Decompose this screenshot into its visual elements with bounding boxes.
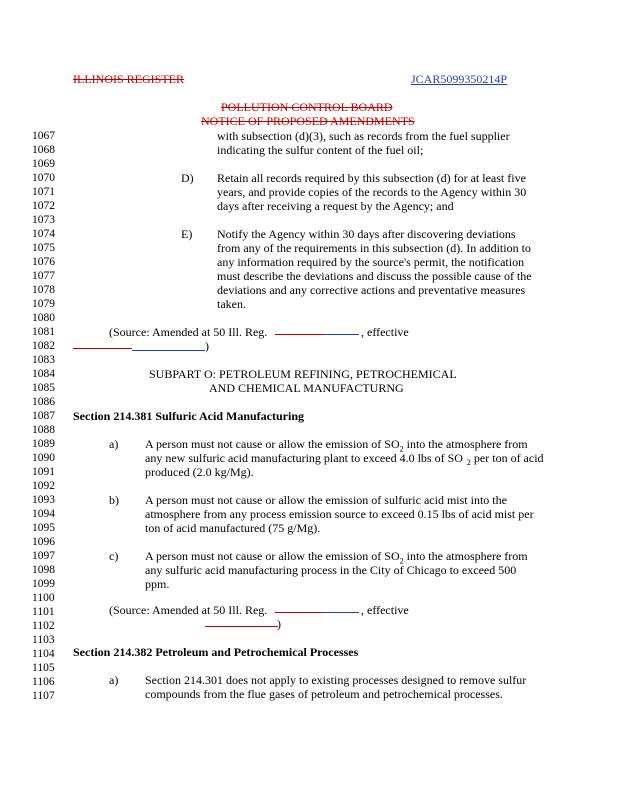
jcar-code: JCAR5099350214P xyxy=(411,72,508,86)
item-d-line-3: days after receiving a request by the Agency; and xyxy=(217,199,454,213)
line-number: 1087 xyxy=(32,410,55,422)
line-number: 1099 xyxy=(32,578,55,590)
s382-a-line-2: compounds from the flue gases of petroleum and petrochemical processes. xyxy=(145,687,503,701)
item-e-line-4: must describe the deviations and discuss the possible cause of the xyxy=(217,269,532,283)
s382-a-label: a) xyxy=(109,673,119,687)
redline-blank-2 xyxy=(275,612,323,613)
item-e-line-1: Notify the Agency within 30 days after discovering deviations xyxy=(217,227,516,241)
line-number: 1080 xyxy=(32,312,55,324)
section-381-heading: Section 214.381 Sulfuric Acid Manufacturing xyxy=(73,409,305,423)
item-e-line-2: from any of the requirements in this subsection (d). In addition to xyxy=(217,241,531,255)
item-e-label: E) xyxy=(181,227,193,241)
redline-date xyxy=(73,348,132,349)
line-number: 1073 xyxy=(32,214,55,226)
item-d-label: D) xyxy=(181,171,194,185)
line-number: 1088 xyxy=(32,424,55,436)
subpart-heading-2: AND CHEMICAL MANUFACTURNG xyxy=(209,381,404,395)
line-number: 1101 xyxy=(32,606,55,618)
item-d-line-2: years, and provide copies of the records to the Agency within 30 xyxy=(217,185,527,199)
item-d-line-1: Retain all records required by this subsection (d) for at least five xyxy=(217,171,526,185)
continuation-line-2: indicating the sulfur content of the fuel oil; xyxy=(217,143,424,157)
source-note-2: (Source: Amended at 50 Ill. Reg. xyxy=(109,603,268,617)
line-number: 1090 xyxy=(32,452,55,464)
line-number: 1105 xyxy=(32,662,55,674)
s381-a-label: a) xyxy=(109,437,119,451)
blueline-blank-2 xyxy=(323,612,359,613)
line-number: 1083 xyxy=(32,354,55,366)
line-number: 1075 xyxy=(32,242,55,254)
line-number: 1070 xyxy=(32,172,55,184)
line-number: 1102 xyxy=(32,620,55,632)
blueline-date xyxy=(132,350,205,351)
line-number: 1081 xyxy=(32,326,55,338)
s381-c-line-2: any sulfuric acid manufacturing process in the City of Chicago to exceed 500 xyxy=(145,563,517,577)
source-effective-2: , effective xyxy=(361,603,409,617)
line-number: 1067 xyxy=(32,130,55,142)
line-number: 1092 xyxy=(32,480,55,492)
board-name: POLLUTION CONTROL BOARD xyxy=(221,100,393,114)
line-number: 1084 xyxy=(32,368,55,380)
source-close-paren-2: ) xyxy=(277,617,281,631)
line-number: 1069 xyxy=(32,158,55,170)
s381-c-line-3: ppm. xyxy=(145,577,170,591)
line-number: 1094 xyxy=(32,508,55,520)
s381-a-line-3: produced (2.0 kg/Mg). xyxy=(145,465,254,479)
line-number: 1071 xyxy=(32,186,55,198)
line-number: 1068 xyxy=(32,144,55,156)
s381-b-line-2: atmosphere from any process emission source to exceed 0.15 lbs of acid mist per xyxy=(145,507,534,521)
line-number: 1074 xyxy=(32,228,55,240)
line-number: 1098 xyxy=(32,564,55,576)
s381-c-label: c) xyxy=(109,549,119,563)
blueline-blank xyxy=(323,334,359,335)
s381-b-line-3: ton of acid manufactured (75 g/Mg). xyxy=(145,521,321,535)
redline-date-2 xyxy=(205,626,278,627)
s381-c-line-1: A person must not cause or allow the emission of $SO_2$ into the atmosphere from xyxy=(145,549,528,566)
line-number: 1085 xyxy=(32,382,55,394)
notice-title: NOTICE OF PROPOSED AMENDMENTS xyxy=(201,114,415,128)
line-number: 1079 xyxy=(32,298,55,310)
line-number: 1077 xyxy=(32,270,55,282)
section-382-heading: Section 214.382 Petroleum and Petrochemical Processes xyxy=(73,645,359,659)
line-number: 1096 xyxy=(32,536,55,548)
subpart-heading-1: SUBPART O: PETROLEUM REFINING, PETROCHEMICAL xyxy=(149,367,457,381)
line-number: 1091 xyxy=(32,466,55,478)
s381-b-label: b) xyxy=(109,493,119,507)
line-number: 1089 xyxy=(32,438,55,450)
line-number: 1106 xyxy=(32,676,55,688)
register-title: ILLINOIS REGISTER xyxy=(73,72,184,86)
s381-a-line-1: A person must not cause or allow the emission of $SO_2$ into the atmosphere from xyxy=(145,437,528,454)
line-number: 1097 xyxy=(32,550,55,562)
line-number: 1104 xyxy=(32,648,55,660)
line-number: 1107 xyxy=(32,690,55,702)
source-effective-1: , effective xyxy=(361,325,409,339)
line-number: 1078 xyxy=(32,284,55,296)
line-number: 1076 xyxy=(32,256,55,268)
redline-blank xyxy=(275,334,323,335)
line-number: 1100 xyxy=(32,592,55,604)
s382-a-line-1: Section 214.301 does not apply to existing processes designed to remove sulfur xyxy=(145,673,527,687)
s381-b-line-1: A person must not cause or allow the emission of sulfuric acid mist into the xyxy=(145,493,507,507)
item-e-line-3: any information required by the source's permit, the notification xyxy=(217,255,525,269)
item-e-line-6: taken. xyxy=(217,297,246,311)
line-number: 1086 xyxy=(32,396,55,408)
continuation-line-1: with subsection (d)(3), such as records from the fuel supplier xyxy=(217,129,510,143)
line-number: 1093 xyxy=(32,494,55,506)
line-number: 1103 xyxy=(32,634,55,646)
line-number: 1082 xyxy=(32,340,55,352)
s381-a-line-2: any new sulfuric acid manufacturing plant to exceed 4.0 lbs of SO $_2$ per ton of acid xyxy=(145,451,544,468)
source-note-1: (Source: Amended at 50 Ill. Reg. xyxy=(109,325,268,339)
line-number: 1095 xyxy=(32,522,55,534)
source-close-paren-1: ) xyxy=(205,339,209,353)
line-number: 1072 xyxy=(32,200,55,212)
item-e-line-5: deviations and any corrective actions and preventative measures xyxy=(217,283,526,297)
